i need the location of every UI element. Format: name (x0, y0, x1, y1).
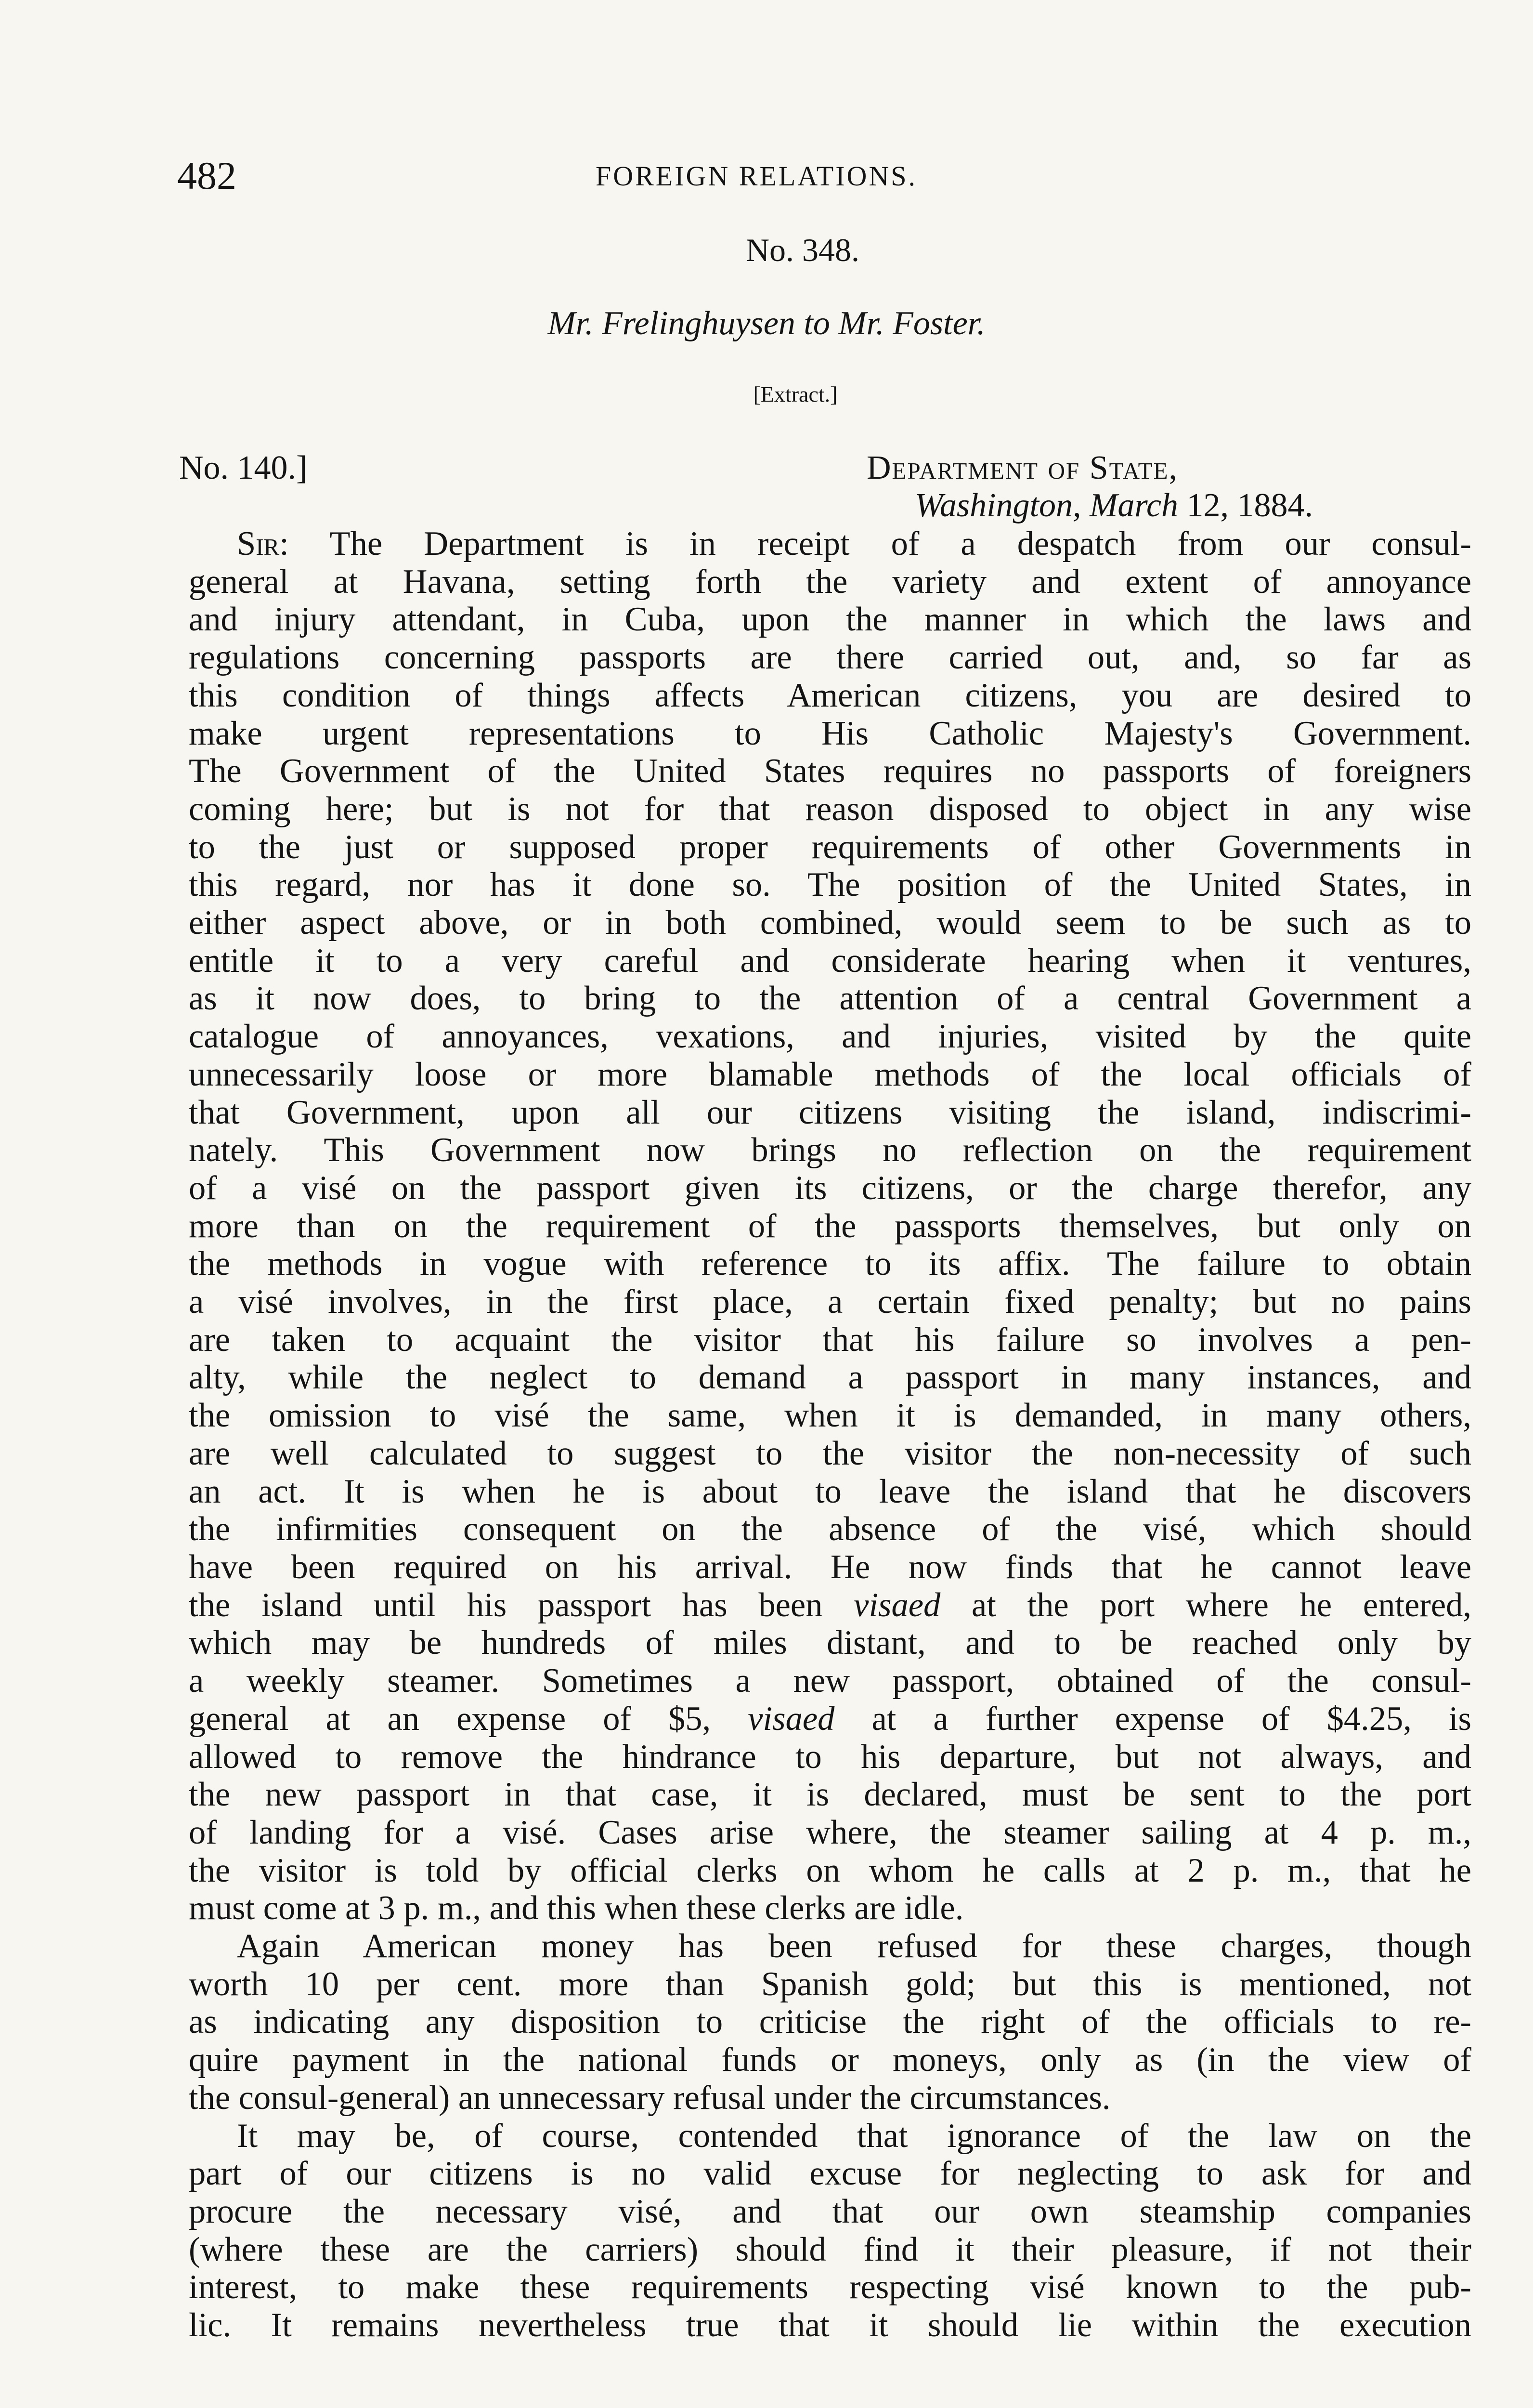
body-line: of landing for a visé. Cases arise where, the steamer sailing at 4 p. m., (189, 1813, 1471, 1851)
body-line: and injury attendant, in Cuba, upon the manner in which the laws and (189, 601, 1471, 639)
body-line: an act. It is when he is about to leave the island that he discovers (189, 1472, 1471, 1510)
body-line: as it now does, to bring to the attention of a central Government a (189, 980, 1471, 1018)
body-line: coming here; but is not for that reason disposed to object in any wise (189, 790, 1471, 828)
document-heading: Mr. Frelinghuysen to Mr. Foster. (547, 305, 986, 342)
body-line: this condition of things affects American citizens, you are desired to (189, 676, 1471, 714)
body-line: must come at 3 p. m., and this when these clerks are idle. (189, 1889, 964, 1927)
body-line: It may be, of course, contended that ignorance of the law on the (237, 2117, 1471, 2155)
body-line: to the just or supposed proper requirements of other Governments in (189, 828, 1471, 866)
body-line: entitle it to a very careful and considerate hearing when it ventures, (189, 942, 1471, 980)
extract-label: [Extract.] (753, 382, 838, 406)
body-line: procure the necessary visé, and that our own steamship companies (189, 2192, 1471, 2230)
despatch-number: No. 140.] (179, 449, 308, 486)
body-line: part of our citizens is no valid excuse for neglecting to ask for and (189, 2155, 1471, 2193)
document-number: No. 348. (745, 232, 860, 268)
running-head (177, 153, 1336, 206)
body-line: make urgent representations to His Catholic Majesty's Government. (189, 714, 1471, 752)
body-line: the infirmities consequent on the absence of the visé, which should (189, 1510, 1471, 1548)
running-title: FOREIGN RELATIONS. (595, 160, 918, 192)
body-line: alty, while the neglect to demand a passport in many instances, and (189, 1359, 1471, 1397)
body-line: interest, to make these requirements respecting visé known to the pub- (189, 2268, 1471, 2306)
body-line: either aspect above, or in both combined, would seem to be such as to (189, 904, 1471, 942)
body-line: the island until his passport has been visaed at the port where he entered, (189, 1586, 1471, 1624)
body-line: have been required on his arrival. He now finds that he cannot leave (189, 1548, 1471, 1586)
body-line: quire payment in the national funds or moneys, only as (in the view of (189, 2041, 1471, 2079)
body-line: the visitor is told by official clerks on whom he calls at 2 p. m., that he (189, 1851, 1471, 1889)
body-line: lic. It remains nevertheless true that it should lie within the execution (189, 2306, 1471, 2344)
body-line: the new passport in that case, it is declared, must be sent to the port (189, 1776, 1471, 1814)
letter-body (189, 525, 1471, 2344)
body-line: a weekly steamer. Sometimes a new passport, obtained of the consul- (189, 1662, 1471, 1700)
place-date-line: Washington, March 12, 1884. (915, 487, 1313, 524)
body-line: nately. This Government now brings no reflection on the requirement (189, 1131, 1471, 1169)
body-line: (where these are the carriers) should find it their pleasure, if not their (189, 2230, 1471, 2268)
body-line: are well calculated to suggest to the visitor the non-necessity of such (189, 1434, 1471, 1472)
body-line: as indicating any disposition to criticise the right of the officials to re- (189, 2003, 1471, 2041)
body-line: this regard, nor has it done so. The position of the United States, in (189, 866, 1471, 904)
body-line: a visé involves, in the first place, a certain fixed penalty; but no pains (189, 1283, 1471, 1321)
body-line: allowed to remove the hindrance to his departure, but not always, and (189, 1738, 1471, 1776)
department-line: Department of State, (867, 449, 1179, 486)
body-line: general at Havana, setting forth the variety and extent of annoyance (189, 563, 1471, 601)
body-line: more than on the requirement of the passports themselves, but only on (189, 1207, 1471, 1245)
body-line: general at an expense of $5, visaed at a further expense of $4.25, is (189, 1700, 1471, 1738)
body-line: Again American money has been refused for these charges, though (237, 1927, 1471, 1965)
body-line: of a visé on the passport given its citizens, or the charge therefor, any (189, 1169, 1471, 1207)
body-line: unnecessarily loose or more blamable methods of the local officials of (189, 1055, 1471, 1093)
body-line: the methods in vogue with reference to its affix. The failure to obtain (189, 1245, 1471, 1283)
body-line: the omission to visé the same, when it is demanded, in many others, (189, 1397, 1471, 1435)
page-number: 482 (177, 154, 236, 197)
body-line: are taken to acquaint the visitor that his failure so involves a pen- (189, 1321, 1471, 1359)
body-line: which may be hundreds of miles distant, and to be reached only by (189, 1624, 1471, 1662)
body-line: regulations concerning passports are there carried out, and, so far as (189, 639, 1471, 677)
body-line: the consul-general) an unnecessary refusal under the circumstances. (189, 2079, 1111, 2117)
body-line: that Government, upon all our citizens visiting the island, indiscrimi- (189, 1093, 1471, 1131)
body-line: Sir: The Department is in receipt of a despatch from our consul- (237, 525, 1471, 563)
body-line: catalogue of annoyances, vexations, and injuries, visited by the quite (189, 1018, 1471, 1056)
body-line: worth 10 per cent. more than Spanish gold; but this is mentioned, not (189, 1965, 1471, 2003)
body-line: The Government of the United States requires no passports of foreigners (189, 752, 1471, 790)
